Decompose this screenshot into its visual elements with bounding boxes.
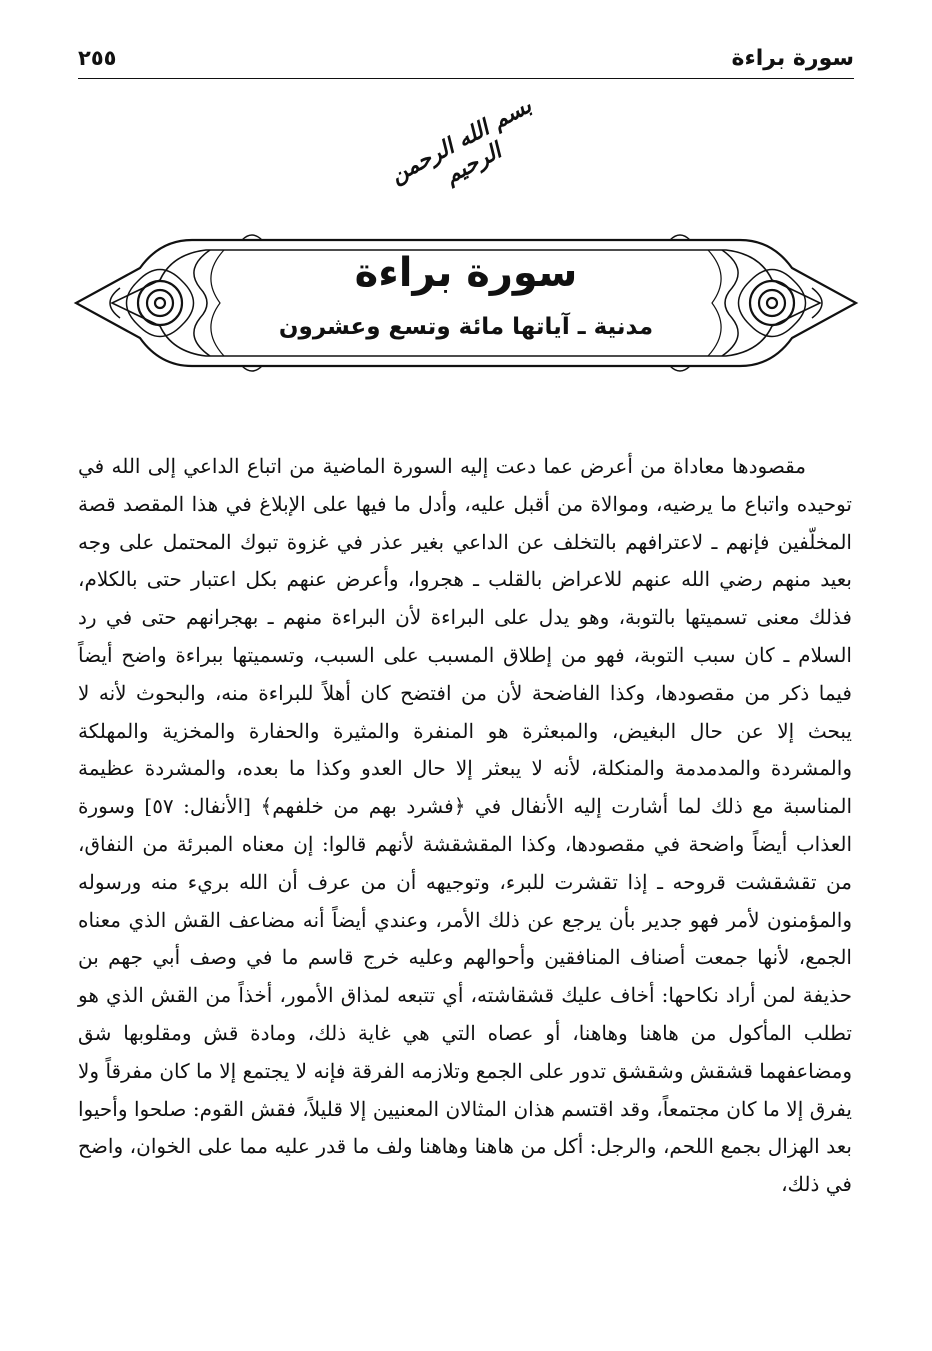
basmala-calligraphy: [372, 88, 562, 218]
surah-name-title: سورة براءة: [354, 250, 578, 296]
running-head: [78, 40, 854, 79]
surah-title-cartouche: [72, 228, 860, 378]
basmala-text: بسم الله الرحمن الرحيم: [386, 92, 536, 190]
commentary-body: [78, 448, 852, 1204]
page-number: ٢٥٥: [78, 46, 117, 70]
commentary-paragraph: مقصودها معاداة من أعرض عما دعت إليه السورة الماضية من اتباع الداعي إلى الله في توحيده واتباع ما يرضيه، وموالاة من أقبل عليه، وأدل ما فيها على الإبلاغ في هذا المقصد قصة المخلّفين فإنهم ـ لاعترافهم بالتخلف عن الداعي بغير عذر في غزوة تبوك المحتمل على وجه بعيد منهم رضي الله عنهم للاعراض بالقلب ـ هجروا، وأعرض عنهم بكل اعتبار حتى بالكلام، فذلك معنى تسميتها بالتوبة، وهو يدل على البراءة لأن البراءة منهم ـ بهجرانهم حتى في رد السلام ـ كان سبب التوبة، فهو من إطلاق المسبب على السبب، وتسميتها ببراءة واضح أيضاً فيما ذكر من مقصودها، وكذا الفاضحة لأن من افتضح كان أهلاً للبراءة منه، والبحوث لأنه لا يبحث إلا عن حال البغيض، والمبعثرة هو المنفرة والمثيرة والحفارة والمخزية والمهلكة والمشردة والمدمدمة والمنكلة، لأنه لا يبعثر إلا حال العدو وكذا ما بعده، والمشردة عظيمة المناسبة مع ذلك لما أشارت إليه الأنفال في ﴿فشرد بهم من خلفهم﴾ [الأنفال: ٥٧] وسورة العذاب أيضاً واضحة في مقصودها، وكذا المقشقشة لأنهم قالوا: إن معناه المبرئة من النفاق، من تقشقشت قروحه ـ إذا تقشرت للبرء، وتوجيهه أن من عرف أن الله بريء منه ورسوله والمؤمنون لأمر فهو جدير بأن يرجع عن ذلك الأمر، وعندي أيضاً أنه مضاعف القش الذي معناه الجمع، لأنها جمعت أصناف المنافقين وأحوالهم وعليه خرج قاسم ما في وصف أبي جهم بن حذيفة لمن أراد نكاحها: أخاف عليك قشقاشته، أي تتبعه لمذاق الأمور، أخذاً من القش الذي هو تطلب المأكول من هاهنا وهاهنا، أو عصاه التي هي غاية ذلك، ومادة قش ومقلوبها شق ومضاعفهما قشقش وشقشق تدور على الجمع وتلازمه الفرقة فإنه لا يجتمع إلا ما كان مفرقاً ولا يفرق إلا ما كان مجتمعاً، وقد اقتسم هذان المثالان المعنيين إلا قليلاً، فقش القوم: صلحوا وأحيوا بعد الهزال بجمع اللحم، والرجل: أكل من هاهنا وهاهنا ولف ما قدر عليه مما على الخوان، واضح في ذلك،: [78, 454, 853, 1197]
surah-info-subtitle: مدنية ـ آياتها مائة وتسع وعشرون: [278, 314, 654, 340]
running-head-surah-title: سورة براءة: [731, 46, 854, 71]
